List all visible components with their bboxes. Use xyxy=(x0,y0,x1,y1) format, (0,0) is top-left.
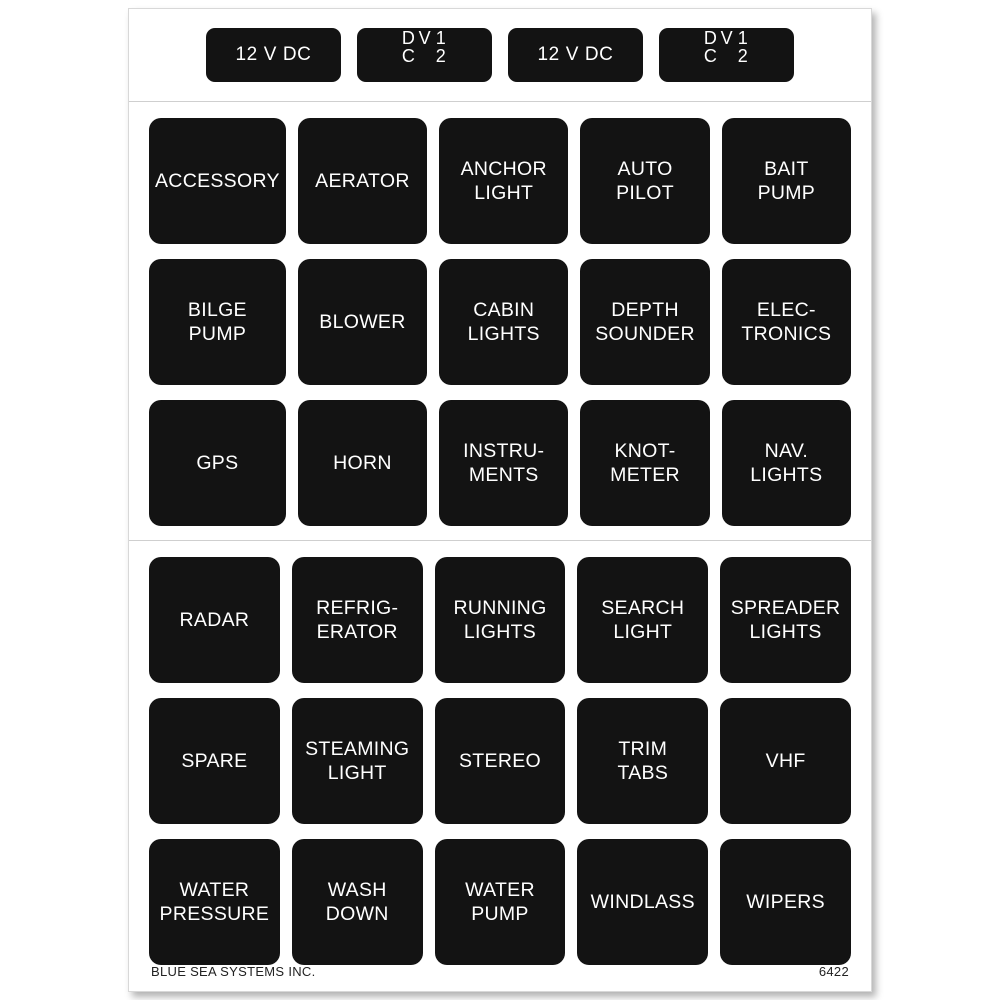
upper-label-grid xyxy=(129,102,871,541)
label-line-2: LIGHT xyxy=(613,621,673,643)
label-line-1: GPS xyxy=(196,451,239,474)
label-line-2: PUMP xyxy=(471,903,529,925)
label-chip[interactable] xyxy=(580,259,709,385)
label-line-1: WATER xyxy=(179,878,250,901)
label-chip[interactable] xyxy=(722,259,851,385)
label-line-1: SPARE xyxy=(181,749,248,772)
label-sheet xyxy=(128,8,872,992)
label-line-1: RUNNING xyxy=(453,596,547,619)
label-line-2: LIGHTS xyxy=(749,621,822,643)
label-chip[interactable] xyxy=(580,400,709,526)
sheet-footer xyxy=(129,961,871,981)
label-chip[interactable] xyxy=(149,118,286,244)
label-line-1: WIPERS xyxy=(746,890,825,913)
label-chip[interactable] xyxy=(149,698,280,824)
label-chip[interactable] xyxy=(298,400,427,526)
label-chip[interactable] xyxy=(720,698,851,824)
voltage-label-3-text: 12 V DC xyxy=(537,44,614,65)
voltage-label-4[interactable] xyxy=(659,28,794,82)
label-chip[interactable] xyxy=(577,698,708,824)
label-line-1: NAV. xyxy=(764,439,809,462)
label-line-1: ELEC- xyxy=(756,298,816,321)
label-line-2: LIGHTS xyxy=(750,464,823,486)
label-line-2: LIGHTS xyxy=(463,621,537,643)
label-chip[interactable] xyxy=(722,118,851,244)
label-line-1: BILGE xyxy=(187,298,247,321)
label-line-1: ACCESSORY xyxy=(155,169,280,192)
label-chip[interactable] xyxy=(298,118,427,244)
label-line-1: STEAMING xyxy=(305,737,410,760)
part-number: 6422 xyxy=(818,963,849,979)
label-chip[interactable] xyxy=(720,839,851,965)
voltage-label-3[interactable] xyxy=(508,28,643,82)
label-line-1: TRIM xyxy=(618,737,668,760)
label-line-1: HORN xyxy=(333,451,392,474)
label-line-2: LIGHT xyxy=(474,182,534,204)
label-line-1: STEREO xyxy=(459,749,541,772)
label-line-1: KNOT- xyxy=(614,439,676,462)
voltage-label-4-text: 12 V DC xyxy=(700,28,753,64)
label-line-2: METER xyxy=(610,464,680,486)
label-chip[interactable] xyxy=(149,259,286,385)
label-line-2: PILOT xyxy=(616,182,674,204)
label-line-1: DEPTH xyxy=(611,298,679,321)
label-chip[interactable] xyxy=(439,259,568,385)
label-line-2: TABS xyxy=(617,762,669,784)
label-line-2: DOWN xyxy=(325,903,389,925)
voltage-label-2[interactable] xyxy=(357,28,492,82)
label-chip[interactable] xyxy=(292,698,423,824)
label-line-2: LIGHT xyxy=(327,762,387,784)
label-chip[interactable] xyxy=(577,839,708,965)
label-line-1: WASH xyxy=(327,878,387,901)
label-chip[interactable] xyxy=(298,259,427,385)
label-line-2: PUMP xyxy=(188,323,247,345)
label-chip[interactable] xyxy=(580,118,709,244)
label-chip[interactable] xyxy=(149,557,280,683)
label-line-1: ANCHOR xyxy=(460,157,547,180)
label-line-1: AUTO xyxy=(617,157,673,180)
label-line-1: CABIN xyxy=(473,298,535,321)
label-chip[interactable] xyxy=(722,400,851,526)
label-line-1: WINDLASS xyxy=(590,890,695,913)
label-line-1: RADAR xyxy=(179,608,250,631)
label-line-2: PUMP xyxy=(757,182,816,204)
label-chip[interactable] xyxy=(439,118,568,244)
label-line-2: SOUNDER xyxy=(595,323,695,345)
label-line-2: MENTS xyxy=(468,464,539,486)
label-chip[interactable] xyxy=(435,557,566,683)
label-line-1: REFRIG- xyxy=(316,596,399,619)
voltage-label-2-text: 12 V DC xyxy=(398,28,451,64)
label-line-1: SPREADER xyxy=(730,596,841,619)
label-chip[interactable] xyxy=(439,400,568,526)
label-line-1: INSTRU- xyxy=(463,439,545,462)
voltage-label-1-text: 12 V DC xyxy=(235,44,312,65)
lower-label-grid xyxy=(129,541,871,971)
label-line-2: TRONICS xyxy=(741,323,832,345)
label-line-1: AERATOR xyxy=(315,169,410,192)
label-line-1: BLOWER xyxy=(319,310,406,333)
voltage-label-strip xyxy=(129,9,871,102)
label-chip[interactable] xyxy=(577,557,708,683)
label-chip[interactable] xyxy=(292,839,423,965)
label-chip[interactable] xyxy=(435,698,566,824)
label-chip[interactable] xyxy=(149,400,286,526)
label-line-1: WATER xyxy=(465,878,535,901)
label-line-2: ERATOR xyxy=(316,621,398,643)
label-chip[interactable] xyxy=(720,557,851,683)
company-name: BLUE SEA SYSTEMS INC. xyxy=(151,963,316,979)
label-line-2: PRESSURE xyxy=(159,903,270,925)
label-chip[interactable] xyxy=(435,839,566,965)
label-line-1: SEARCH xyxy=(601,596,685,619)
label-line-1: BAIT xyxy=(764,157,809,180)
label-line-1: VHF xyxy=(765,749,806,772)
label-chip[interactable] xyxy=(149,839,280,965)
label-chip[interactable] xyxy=(292,557,423,683)
label-line-2: LIGHTS xyxy=(467,323,540,345)
voltage-label-1[interactable] xyxy=(206,28,341,82)
